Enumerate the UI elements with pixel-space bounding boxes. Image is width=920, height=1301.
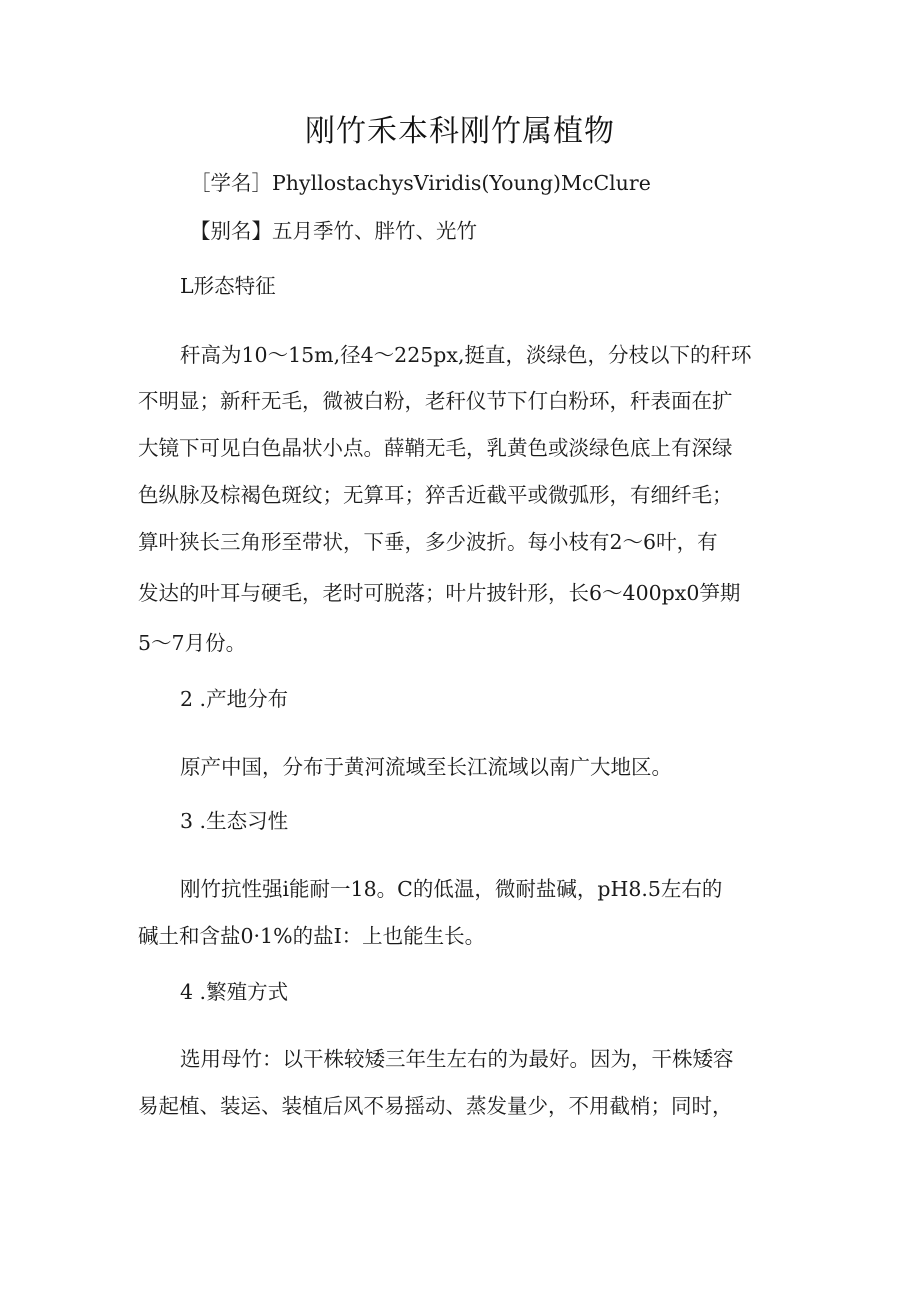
paragraph-line: 5～7月份。 <box>138 631 247 655</box>
paragraph-line: 秆高为10～15m,径4～225px,挺直，淡绿色，分枝以下的秆环 <box>180 343 752 367</box>
section-heading-morphology: L形态特征 <box>180 274 276 298</box>
section-heading-propagation: 4 .繁殖方式 <box>180 980 289 1004</box>
paragraph-line: 碱土和含盐0·1%的盐I：上也能生长。 <box>138 924 486 948</box>
paragraph-line: 选用母竹：以干株较矮三年生左右的为最好。因为，干株矮容 <box>180 1047 734 1071</box>
section-heading-ecology: 3 .生态习性 <box>180 809 289 833</box>
paragraph-line: 大镜下可见白色晶状小点。薛鞘无毛，乳黄色或淡绿色底上有深绿 <box>138 436 733 460</box>
paragraph-line: 易起植、装运、装植后风不易摇动、蒸发量少，不用截梢；同时， <box>138 1094 733 1118</box>
paragraph-line: 原产中国，分布于黄河流域至长江流域以南广大地区。 <box>180 755 672 779</box>
paragraph-line: 不明显；新秆无毛，微被白粉，老秆仪节下仃白粉环，秆表面在扩 <box>138 389 733 413</box>
scientific-name: ［学名］PhyllostachysViridis(Young)McClure <box>190 171 651 195</box>
alias-line: 【别名】五月季竹、胖竹、光竹 <box>190 219 477 243</box>
page-title: 刚竹禾本科刚竹属植物 <box>305 114 615 149</box>
paragraph-line: 刚竹抗性强i能耐一18。C的低温，微耐盐碱，pH8.5左右的 <box>180 877 723 901</box>
paragraph-line: 色纵脉及棕褐色斑纹；无算耳；猝舌近截平或微弧形，有细纤毛； <box>138 483 733 507</box>
paragraph-line: 算叶狭长三角形至带状，下垂，多少波折。每小枝有2～6叶，有 <box>138 530 718 554</box>
section-heading-distribution: 2 .产地分布 <box>180 687 289 711</box>
paragraph-line: 发达的叶耳与硬毛，老时可脱落；叶片披针形，长6～400px0笋期 <box>138 581 741 605</box>
